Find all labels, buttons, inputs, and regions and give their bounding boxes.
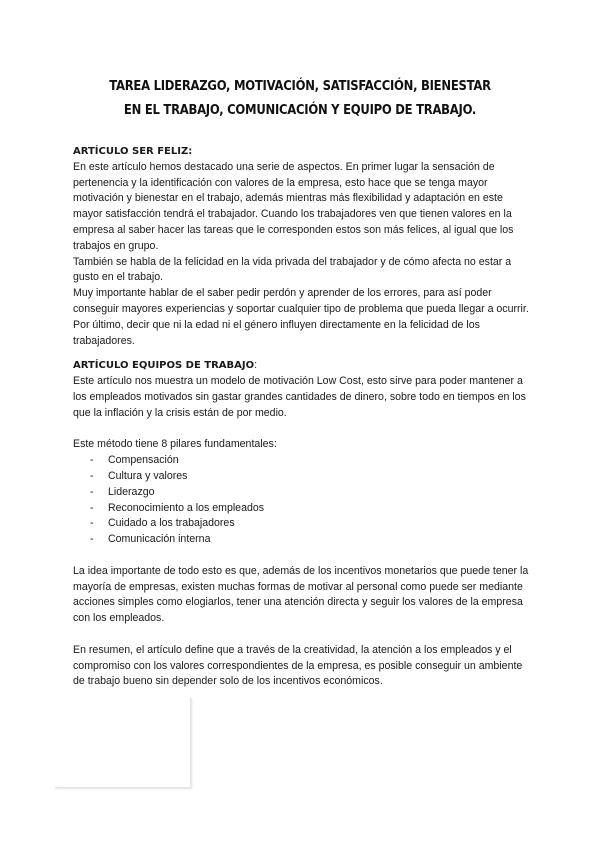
section-heading-colon: :	[254, 359, 258, 372]
spacer	[73, 548, 533, 564]
pillars-intro: Este método tiene 8 pilares fundamentales:	[73, 438, 277, 451]
section-heading-equipos-line	[73, 358, 533, 374]
list-item: - Cultura y valores	[73, 469, 533, 485]
spacer	[73, 349, 533, 358]
list-item: - Cuidado a los trabajadores	[73, 516, 533, 532]
section1-paragraph: Muy importante hablar de el saber pedir perdón y aprender de los errores, para así poder conseguir mayores experiencias y soportar cualquier tipo de problema que pueda llegar a ocurrir.	[73, 287, 529, 315]
spacer	[73, 627, 533, 643]
section-heading-equipos: ARTÍCULO EQUIPOS DE TRABAJO	[73, 360, 255, 372]
section-heading-ser-feliz: ARTÍCULO SER FELIZ:	[73, 146, 193, 157]
blank-image-box	[55, 697, 191, 788]
document-title: TAREA LIDERAZGO, MOTIVACIÓN, SATISFACCIÓN, BIENESTAR EN EL TRABAJO, COMUNICACIÓN Y EQUIPO DE TRABAJO.	[109, 78, 491, 118]
list-item: - Comunicación interna	[73, 532, 533, 548]
section2-idea: La idea importante de todo esto es que, además de los incentivos monetarios que puede tener la mayoría de empresas, existen muchas formas de motivar al personal como puede ser mediante acciones simples como elogiarlos, tener una atención directa y seguir los valores de la empresa con los empleados.	[73, 564, 529, 625]
section2-summary: En resumen, el artículo define que a través de la creatividad, la atención a los empleados y el compromiso con los valores correspondientes de la empresa, es posible conseguir un ambiente de trabajo bueno sin depender solo de los incentivos económicos.	[73, 643, 523, 688]
document-body	[73, 144, 533, 690]
pillars-list	[73, 453, 533, 548]
section1-paragraph: Por último, decir que ni la edad ni el género influyen directamente en la felicidad de los trabajadores.	[73, 318, 480, 347]
section2-intro: Este artículo nos muestra un modelo de motivación Low Cost, esto sirve para poder mantener a los empleados motivados sin gastar grandes cantidades de dinero, sobre todo en tiempos en los que la inflación y la crisis están de por medio.	[73, 375, 526, 419]
section1-paragraph: También se habla de la felicidad en la vida privada del trabajador y de cómo afecta no estar a gusto en el trabajo.	[73, 255, 512, 284]
list-item: - Reconocimiento a los empleados	[73, 501, 533, 517]
list-item: - Liderazgo	[73, 485, 533, 501]
spacer	[73, 422, 533, 438]
list-item: - Compensación	[73, 453, 533, 469]
section1-paragraph: En este artículo hemos destacado una serie de aspectos. En primer lugar la sensación de pertenencia y la identificación con valores de la empresa, esto hace que se tenga mayor motivación y bienestar en el trabajo, además mientras más flexibilidad y adaptación en este mayor satisfacción tendrá el trabajador. Cuando los trabajadores ven que tienen valores en la empresa al saber hacer las tareas que le corresponden estos son más felices, al igual que los trabajos en grupo.	[73, 160, 514, 252]
